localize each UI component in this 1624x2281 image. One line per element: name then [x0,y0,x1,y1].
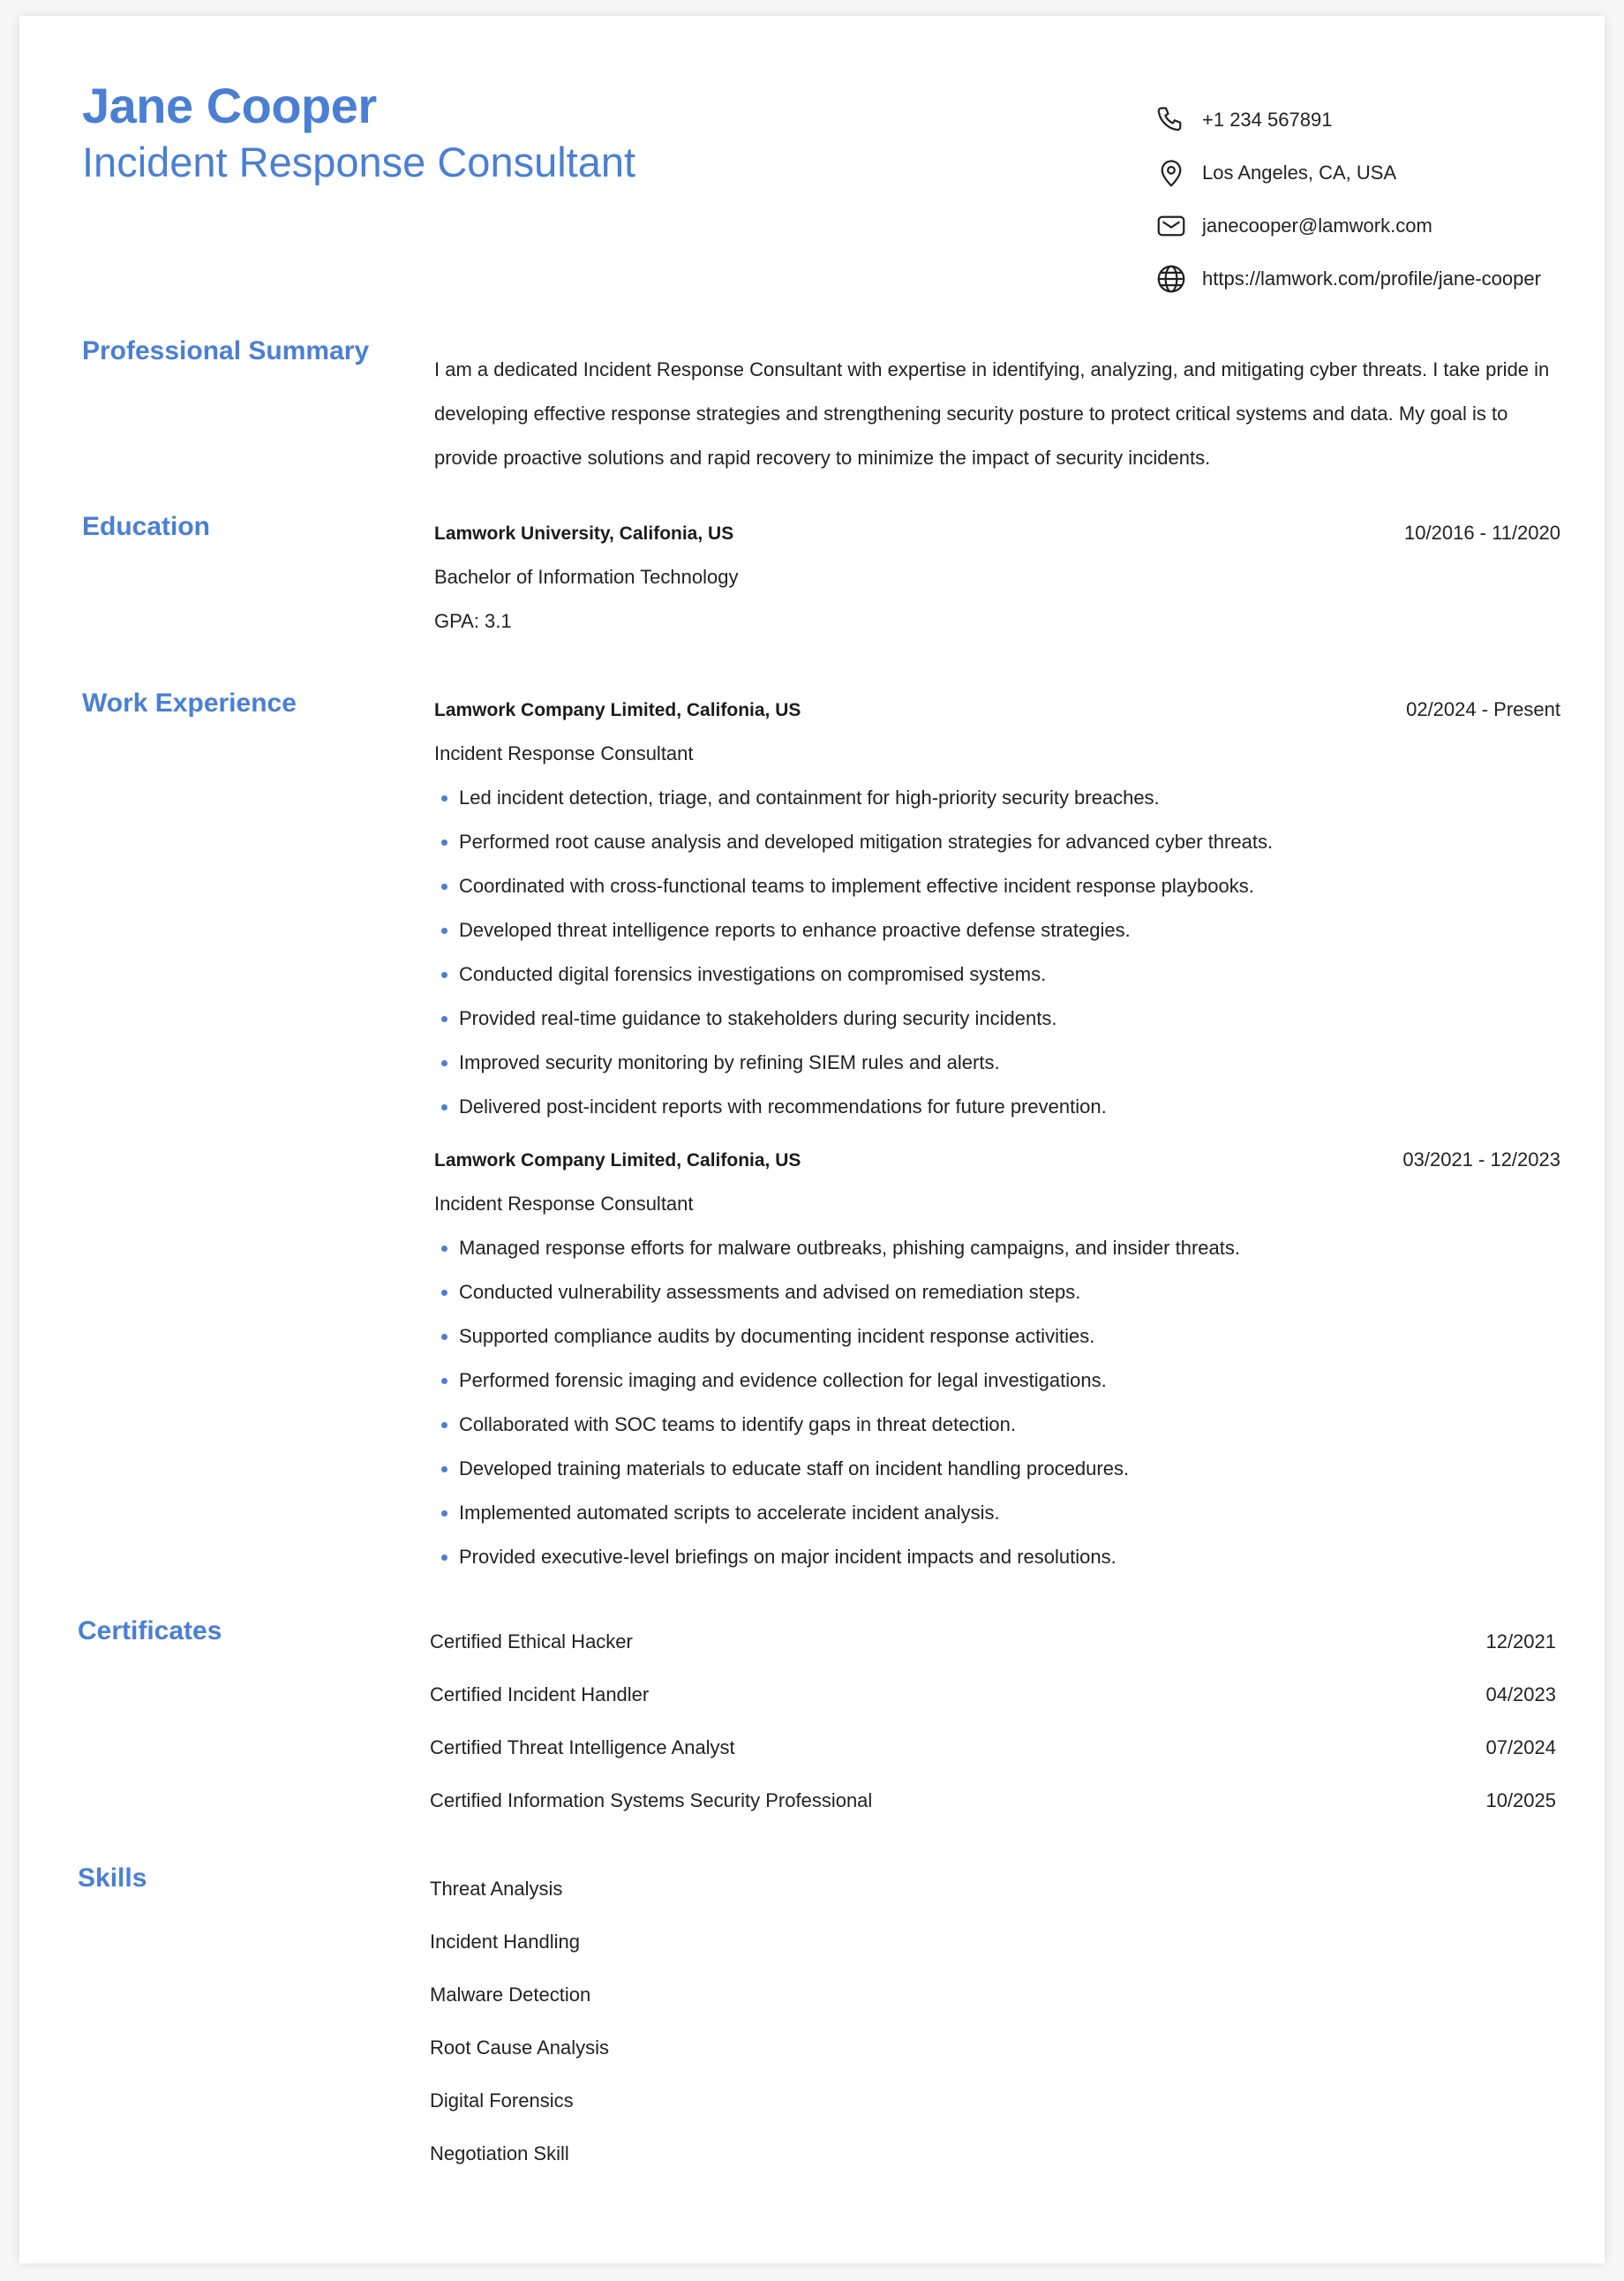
section-body [434,688,1560,1579]
section-body [434,511,1560,644]
school-name: Lamwork University, Califonia, US [434,523,734,544]
section-body [434,348,1560,480]
list-item: Led incident detection, triage, and containment for high-priority security breaches. [434,776,1560,820]
contact-email [1154,208,1578,244]
certificate-row [430,1774,1556,1827]
list-item: Implemented automated scripts to accelerate incident analysis. [434,1491,1560,1535]
summary-text: I am a dedicated Incident Response Consultant with expertise in identifying, analyzing, and mitigating cyber threats. I take pride in developing effective response strategies and strengthening security posture to protect critical systems and data. My goal is to provide proactive solutions and rapid recovery to minimize the impact of security incidents. [434,358,1550,469]
list-item: Developed training materials to educate staff on incident handling procedures. [434,1447,1560,1491]
certificate-name: Certified Ethical Hacker [430,1630,633,1652]
list-item: Collaborated with SOC teams to identify gaps in threat detection. [434,1403,1560,1447]
contact-website [1154,261,1578,297]
skill-item: Negotiation Skill [430,2142,569,2164]
skill-item: Incident Handling [430,1931,581,1953]
globe-icon [1154,262,1188,296]
bullet-icon [441,1422,447,1428]
job-role: Incident Response Consultant [434,742,694,764]
contact-phone [1154,102,1578,138]
list-item: Conducted digital forensics investigations on compromised systems. [434,952,1560,997]
bullet-icon [441,1555,447,1561]
work-entry-header [434,688,1560,732]
list-item: Delivered post-incident reports with recommendations for future prevention. [434,1085,1560,1129]
phone-text: +1 234 567891 [1202,109,1333,131]
location-pin-icon [1154,156,1188,190]
company-name: Lamwork Company Limited, Califonia, US [434,700,801,720]
education-entry-header [434,511,1560,555]
bullet-icon [441,1016,447,1022]
resume-page [19,16,1605,2263]
responsibility-list [434,1226,1560,1579]
bullet-icon [441,1246,447,1252]
list-item: Provided executive-level briefings on major incident impacts and resolutions. [434,1535,1560,1579]
list-item: Conducted vulnerability assessments and advised on remediation steps. [434,1270,1560,1314]
list-item: Managed response efforts for malware outbreaks, phishing campaigns, and insider threats. [434,1226,1560,1270]
certificate-name: Certified Threat Intelligence Analyst [430,1736,735,1758]
certificate-row [430,1721,1556,1774]
certificate-date: 10/2025 [1485,1789,1556,1811]
contact-location [1154,155,1578,191]
section-heading: Certificates [78,1616,222,1645]
bullet-icon [441,1510,447,1517]
certificate-row [430,1615,1556,1668]
list-item: Supported compliance audits by documenting incident response activities. [434,1314,1560,1359]
email-icon [1154,209,1188,243]
certificate-date: 12/2021 [1485,1630,1556,1652]
website-text[interactable]: https://lamwork.com/profile/jane-cooper [1202,267,1541,290]
bullet-icon [441,884,447,890]
candidate-name: Jane Cooper [82,78,377,133]
list-item: Performed forensic imaging and evidence collection for legal investigations. [434,1359,1560,1403]
skill-item: Malware Detection [430,1984,591,2006]
skill-item: Digital Forensics [430,2089,574,2112]
section-heading: Work Experience [82,689,297,718]
section-body [430,1863,1556,2180]
certificate-date: 04/2023 [1485,1683,1556,1705]
list-item: Coordinated with cross-functional teams to implement effective incident response playbooks. [434,864,1560,908]
certificate-name: Certified Information Systems Security Professional [430,1789,873,1811]
section-heading: Professional Summary [82,336,370,365]
bullet-icon [441,839,447,846]
section-body [430,1615,1556,1827]
list-item: Performed root cause analysis and developed mitigation strategies for advanced cyber threats. [434,820,1560,864]
bullet-icon [441,972,447,978]
bullet-icon [441,1104,447,1110]
section-heading: Skills [78,1863,147,1893]
list-item: Developed threat intelligence reports to enhance proactive defense strategies. [434,908,1560,952]
skill-item: Threat Analysis [430,1878,563,1900]
work-entry [434,688,1560,1129]
bullet-icon [441,1334,447,1340]
bullet-icon [441,1060,447,1066]
work-entry [434,1138,1560,1579]
company-name: Lamwork Company Limited, Califonia, US [434,1150,801,1171]
bullet-icon [441,1290,447,1296]
work-date: 02/2024 - Present [1406,698,1560,720]
work-entry-header [434,1138,1560,1182]
gpa: GPA: 3.1 [434,610,512,632]
bullet-icon [441,928,447,934]
email-text[interactable]: janecooper@lamwork.com [1202,215,1432,237]
job-role: Incident Response Consultant [434,1193,694,1215]
bullet-icon [441,795,447,802]
education-date: 10/2016 - 11/2020 [1404,522,1560,544]
bullet-icon [441,1466,447,1472]
work-date: 03/2021 - 12/2023 [1402,1148,1560,1171]
degree: Bachelor of Information Technology [434,566,739,588]
list-item: Improved security monitoring by refining SIEM rules and alerts. [434,1041,1560,1085]
section-heading: Education [82,512,211,541]
location-text: Los Angeles, CA, USA [1202,162,1397,184]
contact-info [1154,102,1578,314]
responsibility-list [434,776,1560,1129]
certificate-name: Certified Incident Handler [430,1683,650,1705]
candidate-title: Incident Response Consultant [82,139,636,185]
bullet-icon [441,1378,447,1384]
phone-icon [1154,103,1188,137]
certificate-row [430,1668,1556,1721]
certificate-date: 07/2024 [1485,1736,1556,1758]
list-item: Provided real-time guidance to stakeholders during security incidents. [434,997,1560,1041]
skill-item: Root Cause Analysis [430,2036,609,2059]
